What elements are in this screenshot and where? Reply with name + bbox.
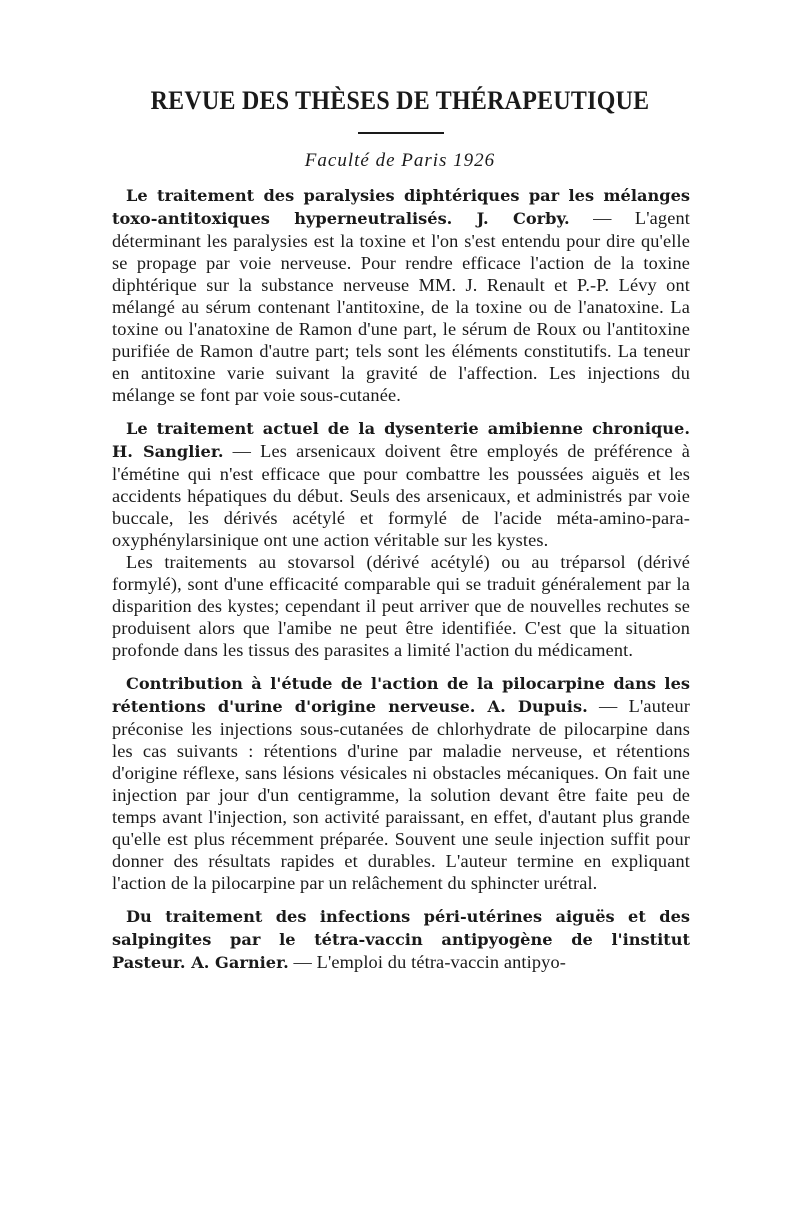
title-rule xyxy=(358,132,444,134)
dash-separator: — xyxy=(587,696,629,716)
dash-separator: — xyxy=(569,208,635,228)
article-heading: Le traitement des paralysies diphtériques par les mélanges toxo-antitoxiques hyperneutralisés. J. Corby. xyxy=(112,186,690,228)
article-paragraph xyxy=(112,184,690,406)
article-heading: Contribution à l'étude de l'action de la pilocarpine dans les rétentions d'urine d'origine nerveuse. A. Dupuis. xyxy=(112,674,690,716)
article-text: L'agent déterminant les paralysies est la toxine et l'on s'est entendu pour dire qu'elle se propage par voie nerveuse. Pour rendre efficace l'action de la toxine diphtérique sur la substance nerveuse MM. J. Renault et P.-P. Lévy ont mélangé au sérum contenant l'antitoxine, de la toxine ou de l'anatoxine. La toxine ou l'anatoxine de Ramon d'une part, le sérum de Roux ou l'antitoxine purifiée de Ramon d'autre part; tels sont les éléments constitutifs. La teneur en antitoxine varie suivant la gravité de l'affection. Les injections du mélange se font par voie sous-cutanée. xyxy=(112,208,691,405)
article-paragraph xyxy=(112,672,690,894)
page-title: REVUE DES THÈSES DE THÉRAPEUTIQUE xyxy=(150,86,650,115)
article-text: L'auteur préconise les injections sous-cutanées de chlorhydrate de pilocarpine dans les cas suivants : rétentions d'urine par maladie nerveuse, et rétentions d'origine réflexe, sans lésions vésicales ni obstacles mécaniques. On fait une injection par jour d'un centigramme, la solution devant être faite peu de temps avant l'injection, son activité paraissant, en effet, d'autant plus grande qu'elle est plus récemment préparée. Souvent une seule injection suffit pour donner des résultats rapides et durables. L'auteur termine en expliquant l'action de la pilocarpine par un relâchement du sphincter urétral. xyxy=(112,696,691,893)
article-paragraph xyxy=(112,417,690,551)
article-dysenterie xyxy=(112,417,690,661)
article-text: L'emploi du tétra-vaccin antipyo- xyxy=(316,952,567,972)
faculty-line: Faculté de Paris 1926 xyxy=(304,150,496,171)
article-paragraph: Les traitements au stovarsol (dérivé acétylé) ou au tréparsol (dérivé formylé), sont d'une efficacité comparable qui se traduit généralement par la disparition des kystes; cependant il peut arriver que de nouvelles rechutes se produisent alors que l'amibe ne peut être identifiée. C'est que la situation profonde dans les tissus des parasites a limité l'action du médicament. xyxy=(112,552,690,660)
article-paralysies xyxy=(112,184,690,406)
article-text: Les arsenicaux doivent être employés de préférence à l'émétine qui n'est efficace que pour combattre les poussées aiguës et les accidents hépatiques du début. Seuls des arsenicaux, et administrés par voie buccale, les dérivés acétylé et formylé de l'acide méta-amino-para-oxyphénylarsinique ont une action véritable sur les kystes. xyxy=(112,441,691,550)
dash-separator: — xyxy=(223,441,261,461)
article-heading: Du traitement des infections péri-utérines aiguës et des salpingites par le tétra-vaccin antipyogène de l'institut Pasteur. A. Garnier. xyxy=(112,907,690,972)
article-salpingites xyxy=(112,905,690,974)
article-paragraph xyxy=(112,905,690,974)
article-pilocarpine xyxy=(112,672,690,894)
article-list xyxy=(112,184,690,985)
article-heading: Le traitement actuel de la dysenterie amibienne chronique. H. Sanglier. xyxy=(112,419,690,461)
dash-separator: — xyxy=(288,952,317,972)
